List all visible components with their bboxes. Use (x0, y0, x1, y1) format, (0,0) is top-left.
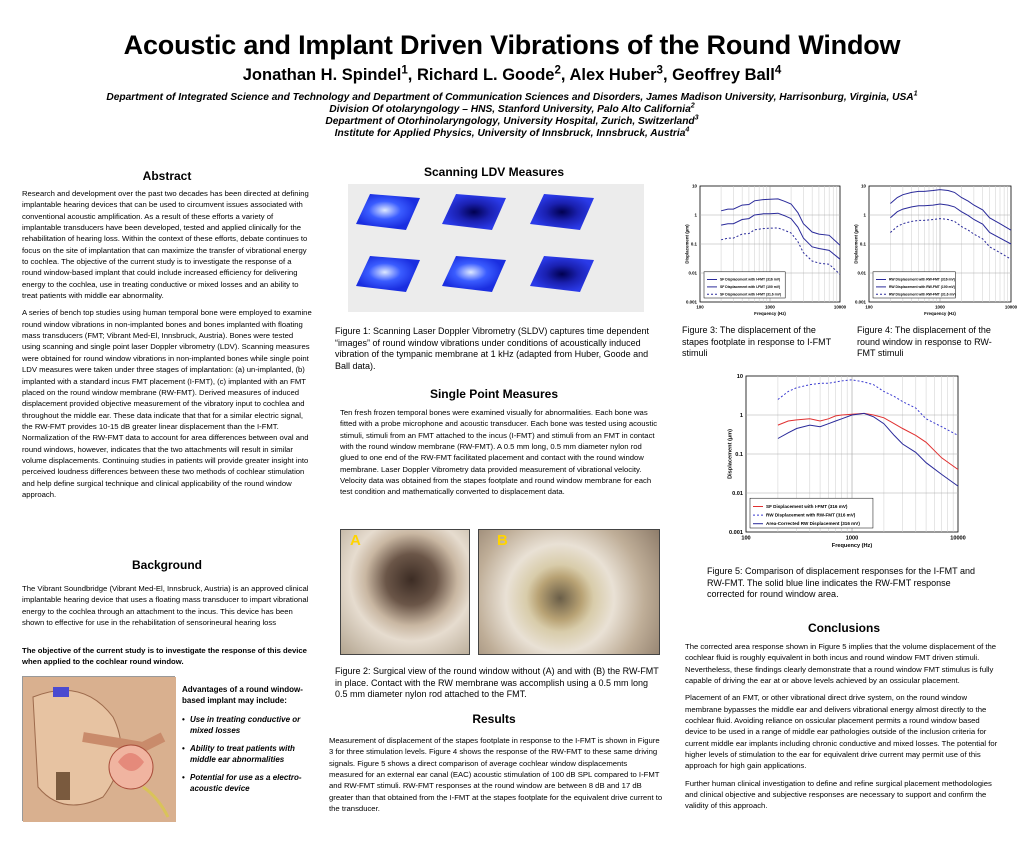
conclusions-section (685, 641, 1003, 812)
sldv-vibration-maps (348, 184, 644, 312)
affiliation-line: Division Of otolaryngology – HNS, Stanford University, Palo Alto California$^2$ (329, 101, 695, 115)
x-tick-label: 10000 (833, 304, 847, 310)
photo-label-a: A (350, 532, 361, 549)
conclusions-paragraph: Placement of an FMT, or other vibrational direct drive system, on the round window membrane bypasses the middle ear and delivers vibrational energy almost directly to the cochlear fluid. Avoiding reliance on ossicular placement permits a round window based device to be used in a range of middle ear pathologies outside of the inclusion criteria for current middle ear implants including chronic conductive and mixed losses. The potential for higher levels of stimulation to the ear for equivalent drive current may permit use of this approach for high gain applications. (685, 693, 998, 771)
results-text: Measurement of displacement of the stapes footplate in response to the I-FMT is shown in Figure 3 for three stimulation levels. Figure 4 shows the response of the RW-FMT to these same driving signals. Figure 5 shows a direct comparison of average cochlear window displacements measured for an external ear canal (EAC) acoustic stimulation of 100 dB SPL compared to I-FMT and RW-FMT stimuli. RW-FMT responses at the round window are between 8 dB and 17 dB greater than that obtained from the I-FMT at the stapes footplate for the equivalent drive current to the transducer. (329, 736, 663, 814)
y-tick-label: 0.001 (855, 299, 866, 305)
y-tick-label: 0.001 (686, 299, 697, 305)
conclusions-paragraph: Further human clinical investigation to define and refine surgical placement methodologies and clinical objective and subjective responses are necessary to support and confirm the validity of this approach. (685, 778, 992, 811)
surgical-photo-b (478, 529, 660, 655)
affiliation-line: Department of Otorhinolaryngology, University Hospital, Zurich, Switzerland$^3$ (325, 113, 699, 127)
abstract-paragraph: Research and development over the past two decades has been directed at defining implantable hearing devices that can be used to circumvent issues associated with conventional acoustic amplification. As a result of these efforts a variety of implantable transducers have been developed, tested and applied clinically for the rehabilitation of hearing loss. Within the context of these efforts, debate continues to focus on the site of implantation that can maximize the transfer of vibrational energy to cochlea. The objective of the current study is to investigate the response of a round window-based implant that could include increased efficiency for delivering energy to the cochlea, use in treating conductive or mixed losses and an ability to treat patients with middle ear abnormality. (22, 189, 309, 301)
x-tick-label: 1000 (845, 535, 859, 542)
figure3-chart (676, 180, 847, 320)
y-tick-label: 0.01 (857, 270, 866, 276)
y-axis-label: Displacement (µm) (727, 429, 734, 479)
figure4-chart (845, 180, 1018, 320)
conclusions-heading: Conclusions (807, 621, 880, 635)
y-tick-label: 1 (863, 212, 866, 218)
y-tick-label: 10 (861, 183, 866, 189)
figure2-caption: Figure 2: Surgical view of the round window without (A) and with (B) the RW-FMT in place. Contact with the RW membrane was accomplish using a 0.5 mm long 0.5 mm diameter nylon rod attached to the FMT. (335, 666, 659, 699)
legend-label: RW Displacement with RW-FMT (31.6 mV) (889, 292, 956, 297)
author-sup: 1 (401, 64, 408, 77)
x-tick-label: 10000 (1004, 304, 1018, 310)
background-heading: Background (131, 558, 202, 572)
figure5-chart (710, 368, 970, 558)
y-tick-label: 0.01 (732, 490, 743, 497)
y-axis-label: Displacement (µm) (684, 224, 690, 264)
figure5-plot (710, 368, 970, 558)
legend-label: RW Displacement with RW-FMT (316 mV) (889, 277, 955, 282)
x-tick-label: 1000 (935, 304, 945, 310)
figure4-caption: Figure 4: The displacement of the round window in response to RW-FMT stimuli (857, 325, 992, 358)
x-tick-label: 1000 (765, 304, 775, 310)
figure3-caption: Figure 3: The displacement of the stapes footplate in response to I-FMT stimuli (682, 325, 831, 358)
sldv-image-grid (348, 184, 644, 312)
y-tick-label: 0.001 (729, 529, 743, 536)
author-sup: 4 (774, 64, 782, 77)
ear-anatomy-illustration (22, 676, 175, 821)
legend-label: SF Displacement with I-FMT (316 mV) (720, 277, 781, 282)
x-tick-label: 100 (741, 535, 751, 542)
author-sup: 2 (554, 64, 561, 77)
advantages-box (182, 684, 320, 801)
background-text: The Vibrant Soundbridge (Vibrant Med-El, Innsbruck, Austria) is an approved clinical implantable hearing device that uses a floating mass transducer to impart vibrational energy to the cochlea through an attachment to the incus. This device has been shown to effective for use in the rehabilitation of sensorineural hearing loss (22, 584, 309, 628)
legend-label: RW Displacement with RW-FMT (100 mV) (889, 285, 955, 290)
advantage-item: • Ability to treat patients with middle ear abnormalities (182, 743, 320, 765)
x-axis-label: Frequency (Hz) (924, 310, 956, 316)
ear-anatomy-drawing (23, 677, 176, 822)
advantage-item: • Use in treating conductive or mixed losses (182, 714, 320, 736)
y-tick-label: 0.1 (735, 451, 743, 458)
y-tick-label: 1 (739, 412, 743, 419)
single-point-heading: Single Point Measures (429, 387, 559, 401)
figure5-caption: Figure 5: Comparison of displacement responses for the I-FMT and RW-FMT. The solid blue line indicates the RW-FMT response corrected for round window area. (707, 566, 975, 599)
x-tick-label: 100 (696, 304, 704, 310)
advantage-item: • Potential for use as a electro-acoustic device (182, 772, 320, 794)
advantages-title: Advantages of a round window-based implant may include: (182, 685, 303, 705)
y-tick-label: 10 (736, 373, 743, 380)
legend-label: SF Displacement with I-FMT (316 mV) (766, 504, 848, 510)
legend-label: SF Displacement with I-FMT (100 mV) (720, 285, 781, 290)
poster-title: Acoustic and Implant Driven Vibrations of the Round Window (123, 30, 901, 60)
abstract-heading: Abstract (142, 169, 192, 183)
legend-label: RW Displacement with RW-FMT (316 mV) (766, 512, 856, 518)
author-sup: 3 (656, 64, 663, 77)
y-tick-label: 0.1 (859, 241, 866, 247)
results-heading: Results (472, 712, 516, 726)
author-name: Richard L. Goode (416, 66, 555, 84)
figure1-caption: Figure 1: Scanning Laser Doppler Vibrometry (SLDV) captures time dependent “images” of round window vibrations under conditions of acoustically induced vibration of the tympanic membrane at 1 kHz (adapted from Huber, Goode and Ball data). (335, 326, 649, 371)
author-name: Geoffrey Ball (672, 66, 775, 84)
abstract-paragraph: A series of bench top studies using human temporal bone were employed to examine round window vibrations in non-implanted bones and bones implanted with floating mass transducers (FMT; Vibrant Med-El, Innsbruck, Austria). Bones were tested using scanning and single point laser Doppler vibrometry (LDV). Scanning measures were obtained for round window vibrations in non-implanted bones while single point LDV measures were taken under three stages of implantation: (a) un-implanted, (b) implanted with a standard incus FMT placement (I-FMT), (c) implanted with an FMT placed on the round window membrane (RW-FMT). Derived measures of induced displacement provided objective measurement of the vibratory input to cochlea and throughout the middle ear. These data indicate that that for a similar electric signal, the RW-FMT provides 10-15 dB greater linear displacement than the I-FMT. Normalization of the RW-FMT data to account for area differences between oval and round windows, however, indicates that the two attachments will result in similar volume displacements. Continuing studies in patients will provide greater insight into perceived loudness differences between these two methods of cochlear stimulation and help define surgical technique and clinical applicability of the round window approach. (22, 308, 312, 499)
legend-label: Area-Corrected RW Displacement (316 mV) (766, 521, 860, 527)
x-axis-label: Frequency (Hz) (754, 310, 786, 316)
single-point-text: Ten fresh frozen temporal bones were examined visually for abnormalities. Each bone was fitted with a probe microphone and acoustic transducer. Each bone was tested using acoustic stimuli, stimuli from an FMT attached to the incus (I-FMT) and stimuli from an FMT in contact with the round window membrane (RW-FMT). A 0.5 mm long, 0.5 mm diameter nylon rod glued to one end of the RW-FMT facilitated placement and contact with the round window membrane. Laser Doppler Vibrometry data provided measurement of vibrational velocity. Velocity data was obtained from the stapes footplate and round window membrane for each test condition and mathematically converted to displacement data. (340, 408, 658, 497)
objective-statement: The objective of the current study is to investigate the response of this device when applied to the cochlear round window. (22, 646, 307, 667)
figure4-plot (845, 180, 1018, 320)
conclusions-paragraph: The corrected area response shown in Figure 5 implies that the volume displacement of the cochlear fluid is roughly equivalent in both incus and round window FMT driven stimuli. Nevertheless, these findings clearly demonstrate that a round window FMT stimulus is fully capable of driving the ear at or above levels achieved by an ossicular placement. (685, 642, 997, 686)
scanning-heading: Scanning LDV Measures (423, 165, 565, 179)
x-axis-label: Frequency (Hz) (831, 543, 873, 550)
y-tick-label: 10 (692, 183, 697, 189)
affiliation-line: Department of Integrated Science and Technology and Department of Communication Sciences and Disorders, James Madison University, Harrisonburg, Virginia, USA$^1$ (106, 89, 918, 103)
advantages-list (182, 714, 320, 794)
author-list: Jonathan H. Spindel$^1$, Richard L. Goode$^2$, Alex Huber$^3$, Geoffrey Ball$^4$ (242, 64, 782, 84)
legend-label: SF Displacement with I-FMT (31.6 mV) (720, 292, 782, 297)
author-name: Jonathan H. Spindel (242, 66, 402, 84)
photo-label-b: B (497, 532, 508, 549)
abstract-section (22, 188, 312, 500)
author-name: Alex Huber (569, 66, 657, 84)
x-tick-label: 100 (865, 304, 873, 310)
affiliation-line: Institute for Applied Physics, University of Innsbruck, Innsbruck, Austria$^4$ (334, 125, 690, 139)
y-tick-label: 1 (694, 212, 697, 218)
surgical-photo-a (340, 529, 470, 655)
y-tick-label: 0.01 (688, 270, 697, 276)
y-tick-label: 0.1 (690, 241, 697, 247)
y-axis-label: Displacement (µm) (853, 224, 859, 264)
figure3-plot (676, 180, 847, 320)
x-tick-label: 10000 (950, 535, 966, 542)
